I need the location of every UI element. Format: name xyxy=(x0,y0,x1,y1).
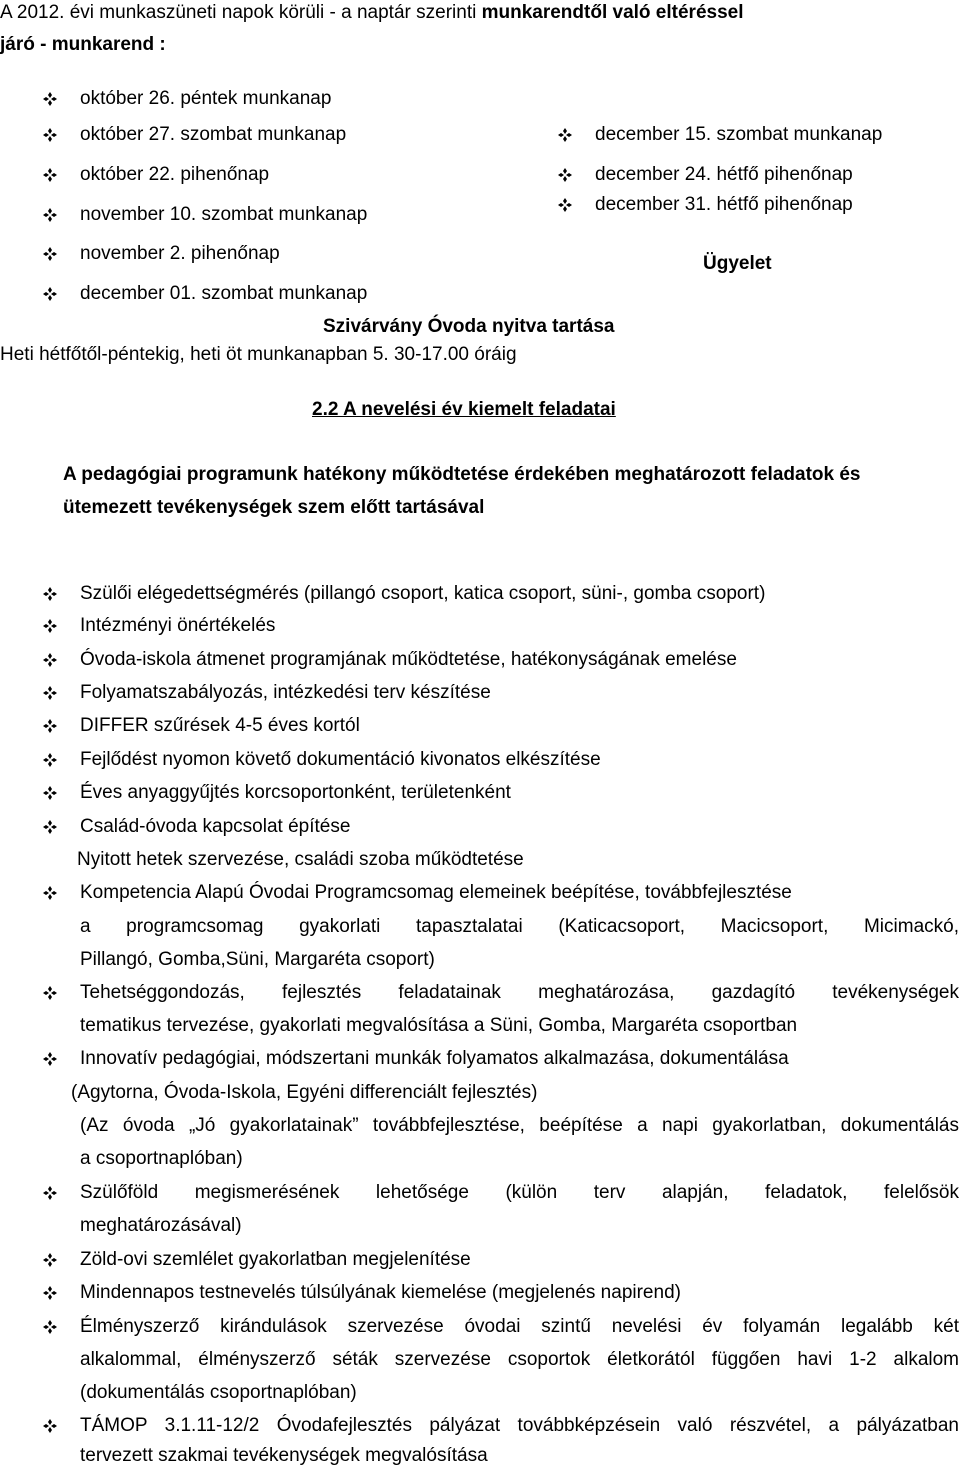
section-intro-line-1: A pedagógiai programunk hatékony működtetése érdekében meghatározott feladatok és xyxy=(63,464,861,485)
task-continuation-text: (Az óvoda „Jó gyakorlatainak” továbbfejlesztése, beépítése a napi gyakorlatban, dokumentálás xyxy=(80,1115,959,1136)
diamond-bullet-icon xyxy=(43,1419,57,1433)
task-item-text: TÁMOP 3.1.11-12/2 Óvodafejlesztés pályázat továbbképzésein való részvétel, a pályázatban xyxy=(80,1415,959,1436)
diamond-bullet-icon xyxy=(43,247,57,261)
diamond-bullet-icon xyxy=(43,820,57,834)
date-item: november 10. szombat munkanap xyxy=(80,204,368,225)
diamond-bullet-icon xyxy=(43,587,57,601)
diamond-bullet-icon xyxy=(43,168,57,182)
task-item-text: Szülőföld megismerésének lehetősége (külön terv alapján, feladatok, felelősök xyxy=(80,1182,959,1203)
diamond-bullet-icon xyxy=(43,619,57,633)
task-item: Fejlődést nyomon követő dokumentáció kivonatos elkészítése xyxy=(80,749,601,770)
diamond-bullet-icon xyxy=(43,653,57,667)
date-item: december 01. szombat munkanap xyxy=(80,283,368,304)
task-continuation xyxy=(80,1349,959,1371)
header-bold-text: munkarendtől való eltéréssel xyxy=(481,2,744,23)
task-item: DIFFER szűrések 4-5 éves kortól xyxy=(80,715,360,736)
diamond-bullet-icon xyxy=(43,1186,57,1200)
task-item xyxy=(80,1182,959,1204)
task-item: Folyamatszabályozás, intézkedési terv készítése xyxy=(80,682,491,703)
diamond-bullet-icon xyxy=(43,686,57,700)
opening-text: Heti hétfőtől-péntekig, heti öt munkanapban 5. 30-17.00 óráig xyxy=(0,344,517,365)
section-intro-line-2: ütemezett tevékenységek szem előtt tartásával xyxy=(63,497,485,518)
task-continuation-text: a programcsomag gyakorlati tapasztalatai (Katicacsoport, Macicsoport, Micimackó, xyxy=(80,916,959,937)
task-continuation-text: alkalommal, élményszerző séták szervezése csoportok életkorától függően havi 1-2 alkalom xyxy=(80,1349,959,1370)
task-item xyxy=(80,982,959,1004)
diamond-bullet-icon xyxy=(43,1286,57,1300)
task-continuation: (Agytorna, Óvoda-Iskola, Egyéni differenciált fejlesztés) xyxy=(71,1082,538,1103)
header-text: A 2012. évi munkaszüneti napok körüli - a naptár szerinti xyxy=(0,2,482,23)
opening-title: Szivárvány Óvoda nyitva tartása xyxy=(323,316,615,337)
diamond-bullet-icon xyxy=(43,92,57,106)
date-item: november 2. pihenőnap xyxy=(80,243,280,264)
ugyelet-heading: Ügyelet xyxy=(703,253,772,274)
date-item: december 24. hétfő pihenőnap xyxy=(595,164,853,185)
task-continuation xyxy=(80,1115,959,1137)
task-item: Család-óvoda kapcsolat építése xyxy=(80,816,351,837)
diamond-bullet-icon xyxy=(43,719,57,733)
date-item: október 27. szombat munkanap xyxy=(80,124,347,145)
diamond-bullet-icon xyxy=(43,1320,57,1334)
diamond-bullet-icon xyxy=(43,287,57,301)
diamond-bullet-icon xyxy=(43,986,57,1000)
task-item: Intézményi önértékelés xyxy=(80,615,276,636)
task-continuation: Pillangó, Gomba,Süni, Margaréta csoport) xyxy=(80,949,435,970)
task-continuation: meghatározásával) xyxy=(80,1215,242,1236)
task-item-text: Élményszerző kirándulások szervezése óvodai szintű nevelési év folyamán legalább két xyxy=(80,1316,959,1337)
diamond-bullet-icon xyxy=(43,1253,57,1267)
task-continuation: tematikus tervezése, gyakorlati megvalósítása a Süni, Gomba, Margaréta csoportban xyxy=(80,1015,798,1036)
diamond-bullet-icon xyxy=(43,1052,57,1066)
task-item: Mindennapos testnevelés túlsúlyának kiemelése (megjelenés napirend) xyxy=(80,1282,681,1303)
task-continuation xyxy=(80,916,959,938)
task-item: Óvoda-iskola átmenet programjának működtetése, hatékonyságának emelése xyxy=(80,649,737,670)
diamond-bullet-icon xyxy=(43,786,57,800)
diamond-bullet-icon xyxy=(43,208,57,222)
task-continuation: (dokumentálás csoportnaplóban) xyxy=(80,1382,357,1403)
diamond-bullet-icon xyxy=(43,753,57,767)
task-item: Éves anyaggyűjtés korcsoportonként, területenként xyxy=(80,782,511,803)
date-item: december 15. szombat munkanap xyxy=(595,124,883,145)
diamond-bullet-icon xyxy=(43,886,57,900)
diamond-bullet-icon xyxy=(43,128,57,142)
header-line-1 xyxy=(0,2,744,24)
task-item: Zöld-ovi szemlélet gyakorlatban megjelenítése xyxy=(80,1249,471,1270)
diamond-bullet-icon xyxy=(558,198,572,212)
header-line-2: járó - munkarend : xyxy=(0,34,166,55)
diamond-bullet-icon xyxy=(558,168,572,182)
date-item: október 22. pihenőnap xyxy=(80,164,270,185)
task-item: Kompetencia Alapú Óvodai Programcsomag elemeinek beépítése, továbbfejlesztése xyxy=(80,882,792,903)
date-item: október 26. péntek munkanap xyxy=(80,88,332,109)
task-continuation: tervezett szakmai tevékenységek megvalósítása xyxy=(80,1445,488,1466)
task-item xyxy=(80,1316,959,1338)
date-item: december 31. hétfő pihenőnap xyxy=(595,194,853,215)
task-item-text: Tehetséggondozás, fejlesztés feladatainak meghatározása, gazdagító tevékenységek xyxy=(80,982,959,1003)
task-item xyxy=(80,1415,959,1437)
task-subline: Nyitott hetek szervezése, családi szoba működtetése xyxy=(77,849,524,870)
section-title: 2.2 A nevelési év kiemelt feladatai xyxy=(312,399,616,420)
task-item: Szülői elégedettségmérés (pillangó csoport, katica csoport, süni-, gomba csoport) xyxy=(80,583,766,604)
task-item: Innovatív pedagógiai, módszertani munkák folyamatos alkalmazása, dokumentálása xyxy=(80,1048,789,1069)
task-continuation: a csoportnaplóban) xyxy=(80,1148,243,1169)
diamond-bullet-icon xyxy=(558,128,572,142)
